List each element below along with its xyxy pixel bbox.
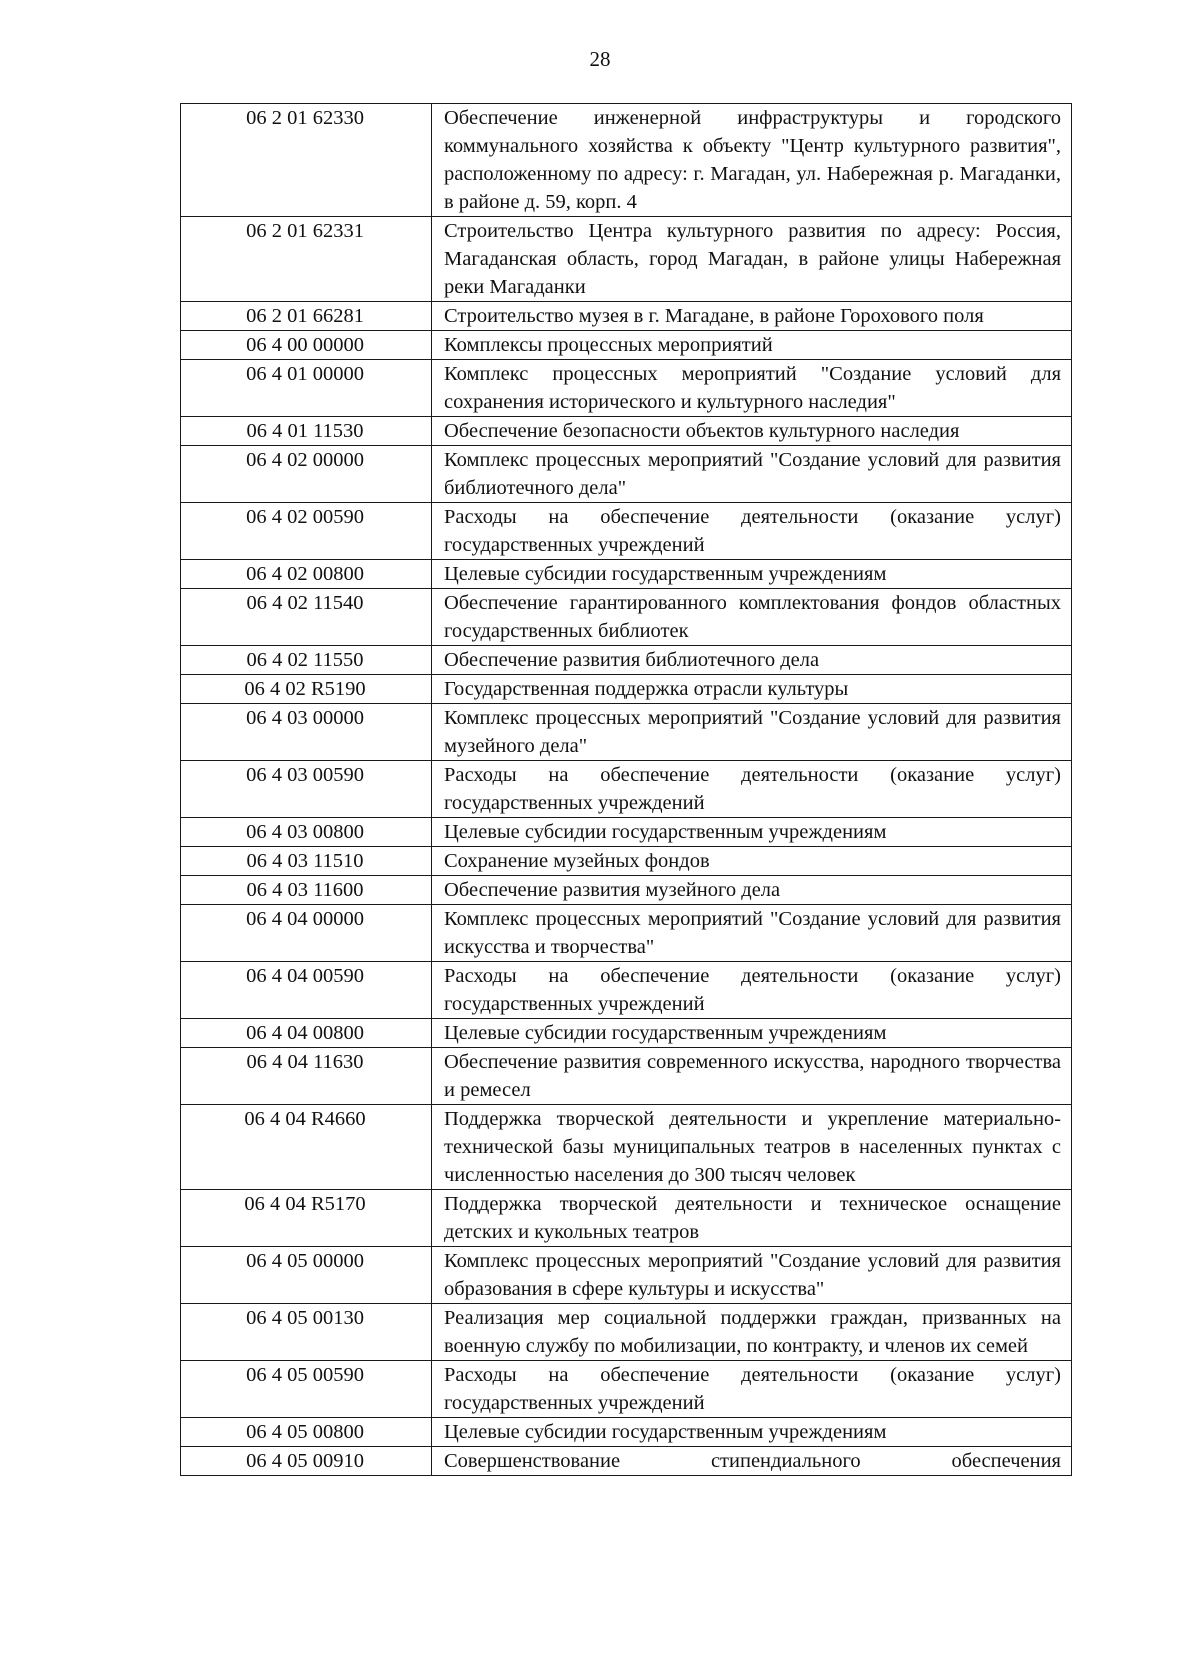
code-cell: 06 2 01 62331 [181,217,432,302]
code-cell: 06 4 05 00800 [181,1418,432,1447]
code-cell: 06 2 01 62330 [181,104,432,217]
table-row [181,446,1072,503]
description-cell: Поддержка творческой деятельности и техническое оснащение детских и кукольных театров [432,1190,1072,1247]
code-cell: 06 4 02 00590 [181,503,432,560]
budget-codes-table [180,103,1072,1476]
description-cell: Реализация мер социальной поддержки граждан, призванных на военную службу по мобилизации, по контракту, и членов их семей [432,1304,1072,1361]
code-cell: 06 4 03 11510 [181,847,432,876]
code-cell: 06 4 05 00590 [181,1361,432,1418]
code-cell: 06 4 01 00000 [181,360,432,417]
description-cell: Комплекс процессных мероприятий "Создание условий для развития искусства и творчества" [432,905,1072,962]
table-row [181,1304,1072,1361]
description-cell: Строительство Центра культурного развития по адресу: Россия, Магаданская область, город Магадан, в районе улицы Набережная реки Магаданки [432,217,1072,302]
table-row [181,876,1072,905]
table-row [181,1247,1072,1304]
code-cell: 06 4 02 00800 [181,560,432,589]
table-row [181,1190,1072,1247]
code-cell: 06 4 01 11530 [181,417,432,446]
code-cell: 06 4 03 11600 [181,876,432,905]
description-cell: Целевые субсидии государственным учреждениям [432,1418,1072,1447]
description-cell: Комплекс процессных мероприятий "Создание условий для развития образования в сфере культуры и искусства" [432,1247,1072,1304]
description-cell: Поддержка творческой деятельности и укрепление материально-технической базы муниципальных театров в населенных пунктах с численностью населения до 300 тысяч человек [432,1105,1072,1190]
code-cell: 06 4 04 00590 [181,962,432,1019]
code-cell: 06 4 03 00800 [181,818,432,847]
description-cell: Целевые субсидии государственным учреждениям [432,560,1072,589]
code-cell: 06 4 03 00590 [181,761,432,818]
table-row [181,417,1072,446]
table-row [181,589,1072,646]
table-row [181,962,1072,1019]
table-row [181,675,1072,704]
table-row [181,1019,1072,1048]
table-row [181,1418,1072,1447]
table-body [181,104,1072,1476]
code-cell: 06 4 02 R5190 [181,675,432,704]
table-row [181,217,1072,302]
code-cell: 06 4 05 00910 [181,1447,432,1476]
description-cell: Расходы на обеспечение деятельности (оказание услуг) государственных учреждений [432,1361,1072,1418]
code-cell: 06 4 04 11630 [181,1048,432,1105]
page-number: 28 [589,47,611,71]
code-cell: 06 4 00 00000 [181,331,432,360]
code-cell: 06 4 03 00000 [181,704,432,761]
description-cell: Расходы на обеспечение деятельности (оказание услуг) государственных учреждений [432,503,1072,560]
table-row [181,331,1072,360]
table-row [181,818,1072,847]
table-row [181,1361,1072,1418]
description-cell: Обеспечение развития музейного дела [432,876,1072,905]
description-cell: Расходы на обеспечение деятельности (оказание услуг) государственных учреждений [432,962,1072,1019]
description-cell: Комплексы процессных мероприятий [432,331,1072,360]
table-row [181,761,1072,818]
description-cell: Комплекс процессных мероприятий "Создание условий для развития музейного дела" [432,704,1072,761]
code-cell: 06 2 01 66281 [181,302,432,331]
description-cell: Обеспечение безопасности объектов культурного наследия [432,417,1072,446]
code-cell: 06 4 02 00000 [181,446,432,503]
code-cell: 06 4 04 00800 [181,1019,432,1048]
table-row [181,704,1072,761]
description-cell: Сохранение музейных фондов [432,847,1072,876]
table-row [181,847,1072,876]
table-row [181,1105,1072,1190]
code-cell: 06 4 05 00000 [181,1247,432,1304]
code-cell: 06 4 05 00130 [181,1304,432,1361]
description-cell: Комплекс процессных мероприятий "Создание условий для развития библиотечного дела" [432,446,1072,503]
code-cell: 06 4 02 11550 [181,646,432,675]
description-cell: Обеспечение развития современного искусства, народного творчества и ремесел [432,1048,1072,1105]
table-row [181,560,1072,589]
description-cell: Обеспечение инженерной инфраструктуры и городского коммунального хозяйства к объекту "Центр культурного развития", расположенному по адресу: г. Магадан, ул. Набережная р. Магаданки, в районе д. 59, корп. 4 [432,104,1072,217]
table-row [181,104,1072,217]
table-row [181,503,1072,560]
table-row [181,1447,1072,1476]
description-cell: Строительство музея в г. Магадане, в районе Горохового поля [432,302,1072,331]
code-cell: 06 4 04 R5170 [181,1190,432,1247]
description-cell: Целевые субсидии государственным учреждениям [432,1019,1072,1048]
code-cell: 06 4 04 00000 [181,905,432,962]
description-cell: Комплекс процессных мероприятий "Создание условий для сохранения исторического и культурного наследия" [432,360,1072,417]
table-row [181,1048,1072,1105]
description-cell: Совершенствование стипендиального обеспечения [432,1447,1072,1476]
description-cell: Обеспечение гарантированного комплектования фондов областных государственных библиотек [432,589,1072,646]
table-row [181,360,1072,417]
code-cell: 06 4 04 R4660 [181,1105,432,1190]
description-cell: Государственная поддержка отрасли культуры [432,675,1072,704]
table-row [181,302,1072,331]
table-row [181,905,1072,962]
description-cell: Расходы на обеспечение деятельности (оказание услуг) государственных учреждений [432,761,1072,818]
table-row [181,646,1072,675]
description-cell: Обеспечение развития библиотечного дела [432,646,1072,675]
description-cell: Целевые субсидии государственным учреждениям [432,818,1072,847]
code-cell: 06 4 02 11540 [181,589,432,646]
